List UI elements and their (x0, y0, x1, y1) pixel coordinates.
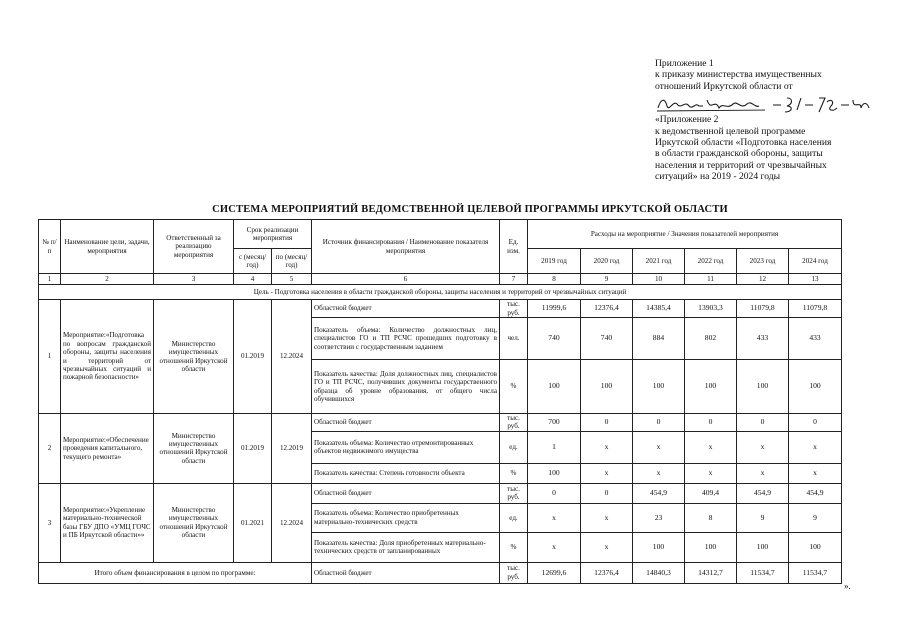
column-number: 3 (154, 274, 234, 285)
value-cell: 11079,8 (737, 300, 789, 318)
unit-cell: чел. (500, 318, 528, 360)
activity-num: 2 (39, 414, 61, 484)
value-cell: x (581, 431, 633, 463)
value-cell: 0 (789, 414, 842, 432)
value-cell: 14312,7 (685, 562, 737, 583)
activity-responsible: Министерство имущественных отношений Иркутской области (154, 414, 234, 484)
header-expenses: Расходы на мероприятие / Значения показателей мероприятия (528, 220, 842, 249)
total-label: Итого объем финансирования в целом по программе: (39, 562, 312, 583)
value-cell: 11534,7 (789, 562, 842, 583)
activity-responsible: Министерство имущественных отношений Иркутской области (154, 483, 234, 562)
value-cell: 100 (685, 360, 737, 414)
column-number: 2 (61, 274, 154, 285)
header-to: по (месяц/год) (272, 249, 312, 274)
value-cell: 433 (737, 318, 789, 360)
value-cell: 0 (685, 414, 737, 432)
source-cell: Показатель качества: Степень готовности объекта (312, 463, 500, 483)
header-source: Источник финансирования / Наименование показателя мероприятия (312, 220, 500, 274)
value-cell: 454,9 (789, 483, 842, 503)
value-cell: 13903,3 (685, 300, 737, 318)
unit-cell: тыс. руб. (500, 300, 528, 318)
value-cell: 12376,4 (581, 562, 633, 583)
value-cell: 100 (528, 360, 581, 414)
activity-name: Мероприятие:«Обеспечение проведения капитального, текущего ремонта» (61, 414, 154, 484)
activities-table (38, 219, 842, 584)
activity-to: 12.2024 (272, 300, 312, 414)
column-number: 11 (685, 274, 737, 285)
value-cell: 100 (789, 360, 842, 414)
column-number: 7 (500, 274, 528, 285)
value-cell: x (581, 503, 633, 532)
activity-name: Мероприятие:«Укрепление материально-технической базы ГБУ ДПО «УМЦ ГОЧС и ПБ Иркутской области»» (61, 483, 154, 562)
value-cell: x (685, 463, 737, 483)
value-cell: 100 (528, 463, 581, 483)
header-responsible: Ответственный за реализацию мероприятия (154, 220, 234, 274)
header-from: с (месяц/год) (234, 249, 272, 274)
value-cell: 0 (581, 483, 633, 503)
column-number: 4 (234, 274, 272, 285)
unit-cell: % (500, 360, 528, 414)
value-cell: 11999,6 (528, 300, 581, 318)
value-cell: 100 (633, 532, 685, 562)
appendix-block (655, 58, 895, 183)
source-cell: Показатель объема: Количество отремонтированных объектов недвижимого имущества (312, 431, 500, 463)
value-cell: 8 (685, 503, 737, 532)
appendix-line: отношений Иркутской области от (655, 80, 793, 92)
header-year: 2024 год (789, 249, 842, 274)
header-period: Срок реализации мероприятия (234, 220, 312, 249)
value-cell: 1 (528, 431, 581, 463)
value-cell: 884 (633, 318, 685, 360)
unit-cell: тыс. руб. (500, 483, 528, 503)
header-name: Наименование цели, задачи, мероприятия (61, 220, 154, 274)
header-year: 2019 год (528, 249, 581, 274)
value-cell: 11079,8 (789, 300, 842, 318)
value-cell: 100 (737, 360, 789, 414)
value-cell: x (581, 463, 633, 483)
activity-name: Мероприятие:«Подготовка по вопросам гражданской обороны, защиты населения и территорий от чрезвычайных ситуаций и пожарной безопасности» (61, 300, 154, 414)
column-number: 8 (528, 274, 581, 285)
total-row (39, 562, 842, 583)
value-cell: 740 (581, 318, 633, 360)
appendix-line: Иркутской области «Подготовка населения (655, 137, 832, 149)
header-year: 2022 год (685, 249, 737, 274)
value-cell: 14385,4 (633, 300, 685, 318)
value-cell: x (633, 463, 685, 483)
activity-from: 01.2021 (234, 483, 272, 562)
value-cell: 0 (581, 414, 633, 432)
value-cell: x (685, 431, 737, 463)
value-cell: 11534,7 (737, 562, 789, 583)
value-cell: 433 (789, 318, 842, 360)
unit-cell: % (500, 463, 528, 483)
unit-cell: ед. (500, 503, 528, 532)
unit-cell: тыс. руб. (500, 414, 528, 432)
value-cell: 9 (737, 503, 789, 532)
column-number: 9 (581, 274, 633, 285)
appendix-line: к приказу министерства имущественных (655, 69, 822, 81)
column-number: 5 (272, 274, 312, 285)
source-cell: Областной бюджет (312, 562, 500, 583)
value-cell: 100 (633, 360, 685, 414)
value-cell: 12376,4 (581, 300, 633, 318)
value-cell: 100 (581, 360, 633, 414)
value-cell: 409,4 (685, 483, 737, 503)
value-cell: x (737, 431, 789, 463)
header-unit: Ед. изм. (500, 220, 528, 274)
activity-num: 3 (39, 483, 61, 562)
goal-row (39, 285, 842, 300)
appendix-line: «Приложение 2 (655, 114, 719, 126)
document-title: СИСТЕМА МЕРОПРИЯТИЙ ВЕДОМСТВЕННОЙ ЦЕЛЕВОЙ ПРОГРАММЫ ИРКУТСКОЙ ОБЛАСТИ (212, 204, 728, 215)
header-num: № п/п (39, 220, 61, 274)
column-number: 12 (737, 274, 789, 285)
activity-to: 12.2024 (272, 483, 312, 562)
value-cell: 802 (685, 318, 737, 360)
appendix-line: к ведомственной целевой программе (655, 125, 806, 137)
unit-cell: тыс. руб. (500, 562, 528, 583)
appendix-line: в области гражданской обороны, защиты (655, 148, 823, 160)
handwritten-date-signature (655, 94, 875, 116)
value-cell: x (789, 431, 842, 463)
source-cell: Областной бюджет (312, 483, 500, 503)
activity-to: 12.2019 (272, 414, 312, 484)
value-cell: x (789, 463, 842, 483)
goal-text: Цель - Подготовка населения в области гражданской обороны, защиты населения и территорий от чрезвычайных ситуаций (39, 285, 842, 300)
value-cell: x (581, 532, 633, 562)
activity-from: 01.2019 (234, 414, 272, 484)
header-year: 2023 год (737, 249, 789, 274)
value-cell: x (528, 532, 581, 562)
value-cell: 0 (528, 483, 581, 503)
column-numbers-row (39, 274, 842, 285)
source-cell: Показатель качества: Доля должностных лиц, специалистов ГО и ТП РСЧС, получивших документы государственного образца об уровне образования, от общего числа обучившихся (312, 360, 500, 414)
value-cell: 9 (789, 503, 842, 532)
header-year: 2021 год (633, 249, 685, 274)
value-cell: 0 (633, 414, 685, 432)
value-cell: x (528, 503, 581, 532)
column-number: 6 (312, 274, 500, 285)
appendix-line: населения и территорий от чрезвычайных (655, 159, 827, 171)
value-cell: 700 (528, 414, 581, 432)
source-cell: Показатель объема: Количество приобретенных материально-технических средств (312, 503, 500, 532)
header-year: 2020 год (581, 249, 633, 274)
value-cell: 100 (737, 532, 789, 562)
value-cell: 23 (633, 503, 685, 532)
value-cell: 454,9 (633, 483, 685, 503)
value-cell: 740 (528, 318, 581, 360)
source-cell: Областной бюджет (312, 300, 500, 318)
value-cell: 454,9 (737, 483, 789, 503)
value-cell: 0 (737, 414, 789, 432)
activity-num: 1 (39, 300, 61, 414)
activity-from: 01.2019 (234, 300, 272, 414)
source-cell: Показатель объема: Количество должностных лиц, специалистов ГО и ТП РСЧС прошедших подготовку в соответствии с государственным заданием (312, 318, 500, 360)
source-cell: Областной бюджет (312, 414, 500, 432)
column-number: 1 (39, 274, 61, 285)
value-cell: 14840,3 (633, 562, 685, 583)
value-cell: x (737, 463, 789, 483)
closing-quote: ». (844, 581, 851, 591)
unit-cell: ед. (500, 431, 528, 463)
value-cell: 100 (685, 532, 737, 562)
value-cell: x (633, 431, 685, 463)
value-cell: 100 (789, 532, 842, 562)
appendix-line: Приложение 1 (655, 58, 714, 69)
column-number: 10 (633, 274, 685, 285)
value-cell: 12699,6 (528, 562, 581, 583)
column-number: 13 (789, 274, 842, 285)
activity-responsible: Министерство имущественных отношений Иркутской области (154, 300, 234, 414)
unit-cell: % (500, 532, 528, 562)
source-cell: Показатель качества: Доля приобретенных материально-технических средств от запланированных (312, 532, 500, 562)
appendix-line: ситуаций» на 2019 - 2024 годы (655, 171, 781, 183)
